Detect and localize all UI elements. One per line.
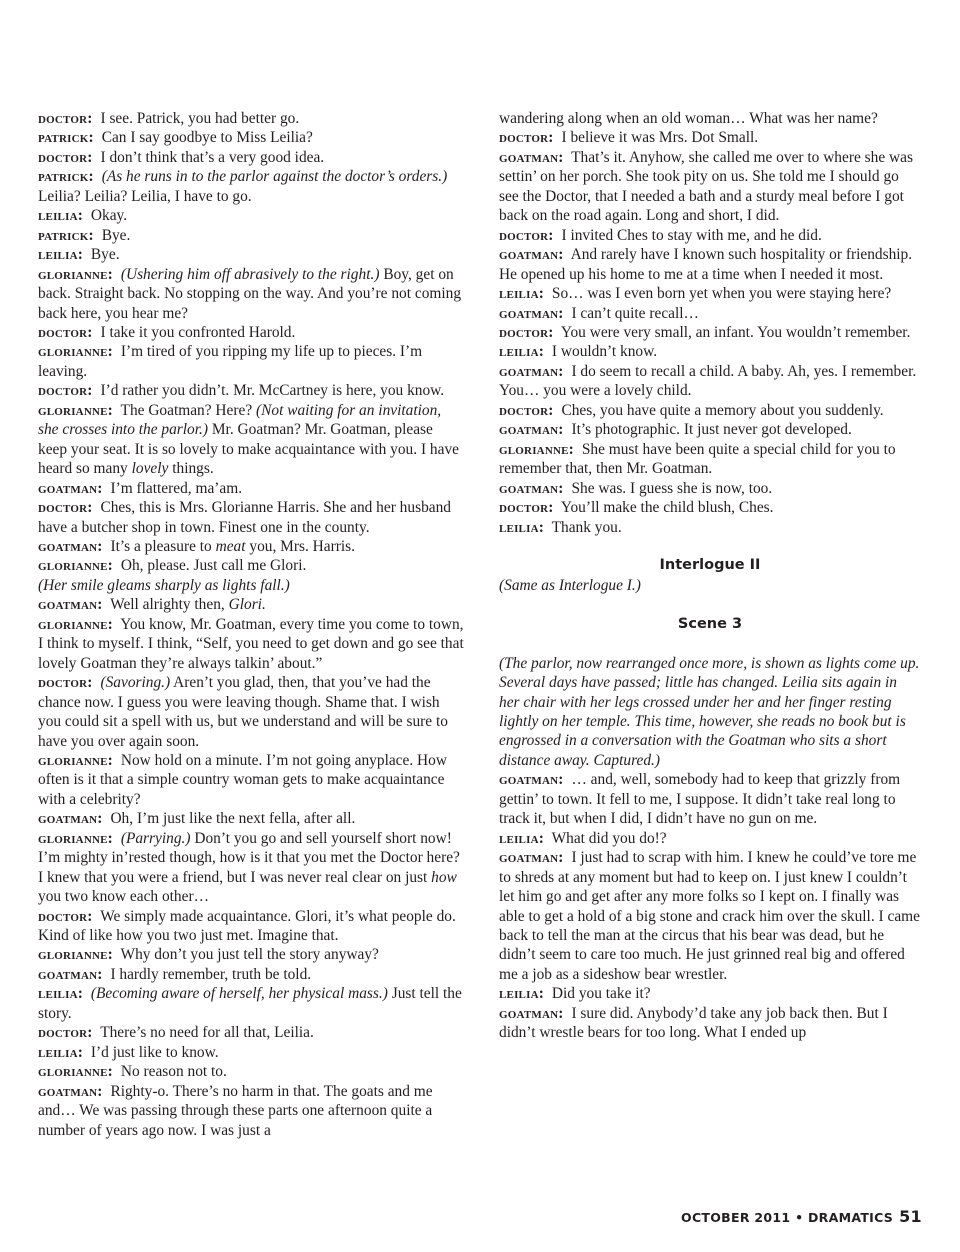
- speaker-name: glorianne:: [499, 440, 574, 458]
- dialogue-text: Ches, you have quite a memory about you suddenly.: [561, 401, 884, 419]
- dialogue-text: I just had to scrap with him. I knew he could’ve tore me to shreds at any moment but had to keep on. I just knew I couldn’t let him go and get after any more folks so I kept on. I finally was able to get a hold of a big stone and crack him over the skull. I came back to tell the man at the circus that his bear was dead, but he didn’t seem to care too much. He just grinned real big and offered me a job as a sideshow bear wrestler.: [499, 849, 920, 983]
- dialogue-text: I believe it was Mrs. Dot Small.: [561, 129, 759, 147]
- speaker-name: goatman:: [499, 421, 564, 439]
- dialogue-text: There’s no need for all that, Leilia.: [100, 1024, 314, 1042]
- speaker-name: doctor:: [38, 1024, 93, 1042]
- dialogue-line: [499, 518, 921, 537]
- left-column: [38, 109, 464, 1140]
- dialogue-text: you two know each other…: [38, 888, 209, 906]
- spacer: [499, 634, 921, 653]
- dialogue-line: [499, 401, 921, 420]
- speaker-name: doctor:: [38, 148, 93, 166]
- speaker-name: goatman:: [499, 362, 564, 380]
- dialogue-text: I invited Ches to stay with me, and he did.: [561, 226, 822, 244]
- dialogue-text: Oh, I’m just like the next fella, after all.: [110, 810, 356, 828]
- speaker-name: glorianne:: [38, 265, 113, 283]
- dialogue-line: [38, 381, 464, 400]
- dialogue-line: [38, 1023, 464, 1042]
- speaker-name: doctor:: [38, 323, 93, 341]
- dialogue-line: [499, 323, 921, 342]
- dialogue-text: I take it you confronted Harold.: [100, 323, 296, 341]
- dialogue-line: [38, 751, 464, 809]
- dialogue-line: [38, 401, 464, 479]
- speaker-name: leilia:: [499, 518, 545, 536]
- speaker-name: goatman:: [38, 810, 103, 828]
- dialogue-text: Righty-o. There’s no harm in that. The goats and me and… We was passing through these parts one afternoon quite a number of years ago now. I was just a: [38, 1082, 433, 1139]
- speaker-name: leilia:: [499, 829, 545, 847]
- stage-direction: (Her smile gleams sharply as lights fall.): [38, 576, 290, 594]
- dialogue-line: [38, 907, 464, 946]
- speaker-name: goatman:: [38, 1082, 103, 1100]
- dialogue-text: I sure did. Anybody’d take any job back then. But I didn’t wrestle bears for too long. What I ended up: [499, 1004, 888, 1042]
- speaker-name: glorianne:: [38, 1063, 113, 1081]
- right-column: [499, 109, 921, 1043]
- speaker-name: leilia:: [38, 985, 84, 1003]
- speaker-name: goatman:: [499, 246, 564, 264]
- dialogue-text: And rarely have I known such hospitality or friendship. He opened up his home to me at a time when I needed it most.: [499, 246, 913, 283]
- dialogue-text: Can I say goodbye to Miss Leilia?: [101, 129, 313, 147]
- dialogue-line: [38, 615, 464, 673]
- dialogue-line: [38, 245, 464, 264]
- dialogue-text: It’s a pleasure to: [110, 537, 212, 555]
- dialogue-text: Aren’t you glad, then, that you’ve had the chance now. I guess you were leaving though. Shame that. I wish you could sit a spell with us, but we understand and will be sure to have you over again soon.: [38, 674, 448, 750]
- stage-direction: (Ushering him off abrasively to the right.): [120, 265, 380, 283]
- speaker-name: doctor:: [38, 499, 93, 517]
- speaker-name: patrick:: [38, 168, 94, 186]
- stage-direction: meat: [215, 537, 246, 555]
- dialogue-line: [499, 128, 921, 147]
- speaker-name: doctor:: [38, 382, 93, 400]
- spacer: [499, 537, 921, 556]
- dialogue-text: The Goatman? Here?: [120, 401, 253, 419]
- speaker-name: leilia:: [38, 246, 84, 264]
- speaker-name: doctor:: [38, 110, 93, 127]
- speaker-name: leilia:: [499, 343, 545, 361]
- speaker-name: leilia:: [38, 1043, 84, 1061]
- scene-dialogue: [499, 770, 921, 1042]
- dialogue-text: You were very small, an infant. You wouldn’t remember.: [560, 323, 911, 341]
- dialogue-text: I’d rather you didn’t. Mr. McCartney is here, you know.: [100, 382, 445, 400]
- dialogue-text: Oh, please. Just call me Glori.: [120, 557, 307, 575]
- dialogue-line: [499, 342, 921, 361]
- spacer: [499, 595, 921, 614]
- emphasis: how: [431, 868, 457, 886]
- dialogue-text: You know, Mr. Goatman, every time you come to town, I think to myself. I think, “Self, you need to get down and go see that lovely Goatman they’re always talkin’ about.”: [38, 615, 464, 672]
- dialogue-line: [38, 576, 464, 595]
- dialogue-line: [38, 1082, 464, 1140]
- speaker-name: patrick:: [38, 226, 94, 244]
- speaker-name: goatman:: [499, 148, 564, 166]
- speaker-name: glorianne:: [38, 343, 113, 361]
- dialogue-text: … and, well, somebody had to keep that grizzly from gettin’ to town. It fell to me, I suppose. It didn’t take real long to track it, but when I did, I didn’t have no gun on me.: [499, 771, 901, 828]
- speaker-name: patrick:: [38, 129, 94, 147]
- interlogue-heading: Interlogue II: [659, 557, 761, 574]
- speaker-name: doctor:: [499, 401, 554, 419]
- dialogue-line: [38, 226, 464, 245]
- page-number: 51: [899, 1207, 922, 1226]
- speaker-name: glorianne:: [38, 751, 113, 769]
- speaker-name: doctor:: [499, 499, 554, 517]
- speaker-name: goatman:: [499, 304, 564, 322]
- dialogue-text: She was. I guess she is now, too.: [571, 479, 773, 497]
- dialogue-line: [499, 226, 921, 245]
- dialogue-text: We simply made acquaintance. Glori, it’s what people do. Kind of like how you two just met. Imagine that.: [38, 907, 456, 945]
- dialogue-line: [499, 1004, 921, 1043]
- speaker-name: doctor:: [38, 674, 93, 692]
- dialogue-line: [38, 148, 464, 167]
- page-footer: [681, 1207, 922, 1226]
- dialogue-line: [38, 342, 464, 381]
- dialogue-line: [499, 440, 921, 479]
- speaker-name: glorianne:: [38, 557, 113, 575]
- dialogue-text: wandering along when an old woman… What was her name?: [499, 110, 878, 127]
- dialogue-text: I see. Patrick, you had better go.: [100, 110, 300, 127]
- dialogue-text: Why don’t you just tell the story anyway?: [120, 946, 379, 964]
- dialogue-line: [38, 167, 464, 206]
- dialogue-line: [499, 284, 921, 303]
- dialogue-line: [38, 1043, 464, 1062]
- dialogue-text: I wouldn’t know.: [551, 343, 658, 361]
- stage-direction: Glori.: [228, 596, 266, 614]
- emphasis: lovely: [131, 460, 169, 478]
- dialogue-text: Thank you.: [551, 518, 622, 536]
- speaker-name: doctor:: [499, 226, 554, 244]
- speaker-name: goatman:: [38, 537, 103, 555]
- stage-direction: (Becoming aware of herself, her physical mass.): [90, 985, 388, 1003]
- speaker-name: goatman:: [499, 849, 564, 867]
- dialogue-line: [38, 965, 464, 984]
- dialogue-line: [38, 829, 464, 907]
- dialogue-text: I do seem to recall a child. A baby. Ah, yes. I remember. You… you were a lovely child.: [499, 362, 917, 400]
- speaker-name: doctor:: [499, 323, 554, 341]
- dialogue-line: [38, 479, 464, 498]
- dialogue-line: [499, 479, 921, 498]
- dialogue-text: So… was I even born yet when you were staying here?: [551, 285, 892, 303]
- dialogue-text: I don’t think that’s a very good idea.: [100, 148, 325, 166]
- dialogue-text: Now hold on a minute. I’m not going anyplace. How often is it that a simple country woman gets to make acquaintance with a celebrity?: [38, 751, 447, 808]
- dialogue-line: [38, 556, 464, 575]
- dialogue-text: You’ll make the child blush, Ches.: [560, 499, 774, 517]
- dialogue-line: [38, 109, 464, 128]
- dialogue-text: I’d just like to know.: [90, 1043, 219, 1061]
- dialogue-text: Mr. Goatman? Mr. Goatman, please keep your seat. It is so lovely to make acquaintance with you. I have heard so many: [38, 421, 459, 478]
- dialogue-text: Okay.: [90, 207, 128, 225]
- dialogue-line: [499, 829, 921, 848]
- speaker-name: doctor:: [38, 907, 93, 925]
- dialogue-line: [499, 148, 921, 226]
- speaker-name: leilia:: [499, 985, 545, 1003]
- dialogue-text: Ches, this is Mrs. Glorianne Harris. She and her husband have a butcher shop in town. Finest one in the county.: [38, 499, 451, 536]
- dialogue-line: [38, 206, 464, 225]
- dialogue-text: She must have been quite a special child for you to remember that, then Mr. Goatman.: [499, 440, 896, 478]
- dialogue-line: [499, 304, 921, 323]
- dialogue-text: It’s photographic. It just never got developed.: [571, 421, 852, 439]
- stage-direction: (Not waiting for an invitation, she crosses into the parlor.): [38, 401, 442, 439]
- dialogue-line: [38, 323, 464, 342]
- stage-direction: (As he runs in to the parlor against the doctor’s orders.): [101, 168, 448, 186]
- speaker-name: leilia:: [499, 285, 545, 303]
- dialogue-line: [38, 984, 464, 1023]
- dialogue-line: [499, 420, 921, 439]
- issue-label: OCTOBER 2011 • DRAMATICS: [681, 1210, 894, 1225]
- speaker-name: goatman:: [38, 479, 103, 497]
- dialogue-line: [499, 984, 921, 1003]
- dialogue-line: [499, 770, 921, 828]
- speaker-name: goatman:: [499, 1004, 564, 1022]
- dialogue-line: [38, 128, 464, 147]
- dialogue-text: I hardly remember, truth be told.: [110, 965, 312, 983]
- dialogue-text: Well alrighty then,: [110, 596, 225, 614]
- dialogue-line: [499, 109, 921, 128]
- dialogue-line: [38, 498, 464, 537]
- speaker-name: glorianne:: [38, 615, 113, 633]
- speaker-name: leilia:: [38, 207, 84, 225]
- dialogue-line: [38, 537, 464, 556]
- dialogue-text: I’m tired of you ripping my life up to pieces. I’m leaving.: [38, 343, 423, 380]
- interlogue-direction: (Same as Interlogue I.): [499, 576, 641, 594]
- dialogue-line: [499, 848, 921, 984]
- dialogue-text: Did you take it?: [551, 985, 651, 1003]
- speaker-name: glorianne:: [38, 401, 113, 419]
- dialogue-line: [38, 1062, 464, 1081]
- dialogue-text: What did you do!?: [551, 829, 667, 847]
- speaker-name: goatman:: [38, 965, 103, 983]
- dialogue-line: [38, 265, 464, 323]
- scene-heading: Scene 3: [677, 615, 743, 632]
- dialogue-text: That’s it. Anyhow, she called me over to where she was settin’ on her porch. She took pity on us. She told me I should go see the Doctor, that I needed a bath and a sturdy meal before I got back on the road again. Long and short, I did.: [499, 148, 913, 225]
- dialogue-text: Just tell the story.: [38, 985, 462, 1022]
- dialogue-line: [499, 245, 921, 284]
- dialogue-line: [38, 673, 464, 751]
- speaker-name: goatman:: [499, 771, 564, 789]
- dialogue-line: [38, 809, 464, 828]
- dialogue-text: things.: [172, 460, 214, 478]
- dialogue-text: you, Mrs. Harris.: [249, 537, 355, 555]
- dialogue-text: Boy, get on back. Straight back. No stopping on the way. And you’re not coming back here, you hear me?: [38, 265, 462, 322]
- speaker-name: glorianne:: [38, 946, 113, 964]
- dialogue-line: [499, 498, 921, 517]
- speaker-name: glorianne:: [38, 829, 113, 847]
- speaker-name: doctor:: [499, 129, 554, 147]
- stage-direction: (Savoring.): [100, 674, 171, 692]
- dialogue-text: No reason not to.: [120, 1063, 227, 1081]
- dialogue-text: Don’t you go and sell yourself short now! I’m mighty in’rested though, how is it that you met the Doctor here? I knew that you were a friend, but I was never real clear on just: [38, 829, 460, 886]
- dialogue-text: I can’t quite recall…: [571, 304, 699, 322]
- dialogue-line: [499, 362, 921, 401]
- dialogue-line: [38, 595, 464, 614]
- dialogue-text: Bye.: [101, 226, 131, 244]
- right-column-dialogue: [499, 109, 921, 537]
- speaker-name: goatman:: [499, 479, 564, 497]
- scene-direction: (The parlor, now rearranged once more, is shown as lights come up. Several days have passed; little has changed. Leilia sits again in her chair with her legs crossed under her and her finger resting lightly on her temple. This time, however, she reads no book but is engrossed in a conversation with the Goatman who sits a short distance away. Captured.): [499, 654, 920, 769]
- dialogue-line: [38, 945, 464, 964]
- dialogue-text: I’m flattered, ma’am.: [110, 479, 243, 497]
- dialogue-text: Leilia? Leilia? Leilia, I have to go.: [38, 187, 252, 205]
- stage-direction: (Parrying.): [120, 829, 191, 847]
- dialogue-text: Bye.: [90, 246, 120, 264]
- speaker-name: goatman:: [38, 596, 103, 614]
